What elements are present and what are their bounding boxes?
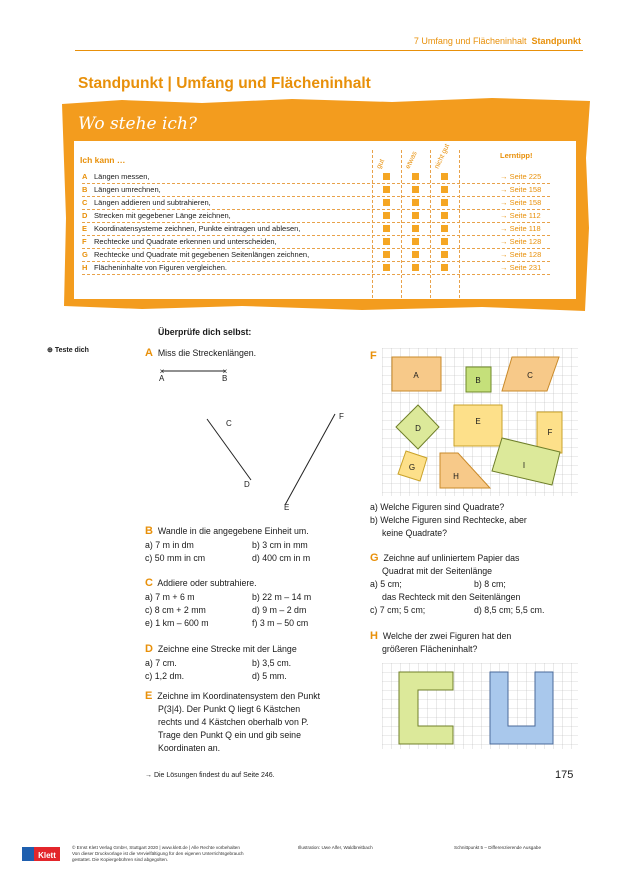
area-comparison-figure <box>382 663 578 749</box>
figure-e-label: E <box>475 417 481 426</box>
task-c-item: e) 1 km – 600 m <box>145 618 209 628</box>
skill-letter: A <box>82 172 88 181</box>
checkbox-gut[interactable] <box>383 251 390 258</box>
task-d: D Zeichne eine Strecke mit der Länge <box>145 643 297 655</box>
checkbox-gut[interactable] <box>383 186 390 193</box>
globe-icon: ⊕ <box>47 347 53 354</box>
checkbox-gut[interactable] <box>383 199 390 206</box>
task-a: A Miss die Streckenlängen. <box>145 347 257 359</box>
task-f-question-b-cont: keine Quadrate? <box>382 528 448 538</box>
banner-heading: Wo stehe ich? <box>78 114 198 134</box>
task-e-line: P(3|4). Der Punkt Q liegt 6 Kästchen <box>158 704 301 714</box>
task-e-line: Koordinaten an. <box>158 743 221 753</box>
header-rule <box>75 50 583 51</box>
task-c-item: f) 3 m – 50 cm <box>252 618 309 628</box>
skill-text: Rechtecke und Quadrate mit gegebenen Seitenlängen zeichnen, <box>94 250 310 259</box>
task-b-item: d) 400 cm in m <box>252 553 311 563</box>
checkbox-gut[interactable] <box>383 173 390 180</box>
skill-letter: E <box>82 224 88 233</box>
task-c-item: d) 9 m – 2 dm <box>252 605 307 615</box>
figures-grid <box>382 348 578 496</box>
task-c-item: b) 22 m – 14 m <box>252 592 312 602</box>
skill-letter: D <box>82 211 88 220</box>
page-reference: → Seite 158 <box>500 185 542 194</box>
checkbox-etwas[interactable] <box>412 173 419 180</box>
point-f-label: F <box>339 412 344 421</box>
task-c-item: a) 7 m + 6 m <box>145 592 195 602</box>
skill-text: Längen addieren und subtrahieren, <box>94 198 211 207</box>
column-header-etwas: etwas <box>404 150 419 170</box>
figure-a-label: A <box>413 371 419 380</box>
task-f-question-b: b) Welche Figuren sind Rechtecke, aber <box>370 515 527 525</box>
skill-letter: C <box>82 198 88 207</box>
skill-letter: G <box>82 250 88 259</box>
checkbox-nicht-gut[interactable] <box>441 225 448 232</box>
skill-row <box>82 249 550 262</box>
skill-letter: F <box>82 237 87 246</box>
skill-letter: B <box>82 185 88 194</box>
solutions-note: → Die Lösungen findest du auf Seite 246. <box>145 772 275 779</box>
checkbox-gut[interactable] <box>383 264 390 271</box>
checkbox-etwas[interactable] <box>412 212 419 219</box>
task-d-item: b) 3,5 cm. <box>252 658 292 668</box>
figure-g-label: G <box>408 463 416 472</box>
skill-text: Rechtecke und Quadrate erkennen und unterscheiden, <box>94 237 277 246</box>
page-reference: → Seite 128 <box>500 237 542 246</box>
point-d-label: D <box>244 480 250 489</box>
checkbox-gut[interactable] <box>383 225 390 232</box>
task-e-line: rechts und 4 Kästchen oberhalb von P. <box>158 717 309 727</box>
task-g-item: d) 8,5 cm; 5,5 cm. <box>474 605 545 615</box>
task-b-item: a) 7 m in dm <box>145 540 194 550</box>
teste-dich-label: ⊕ Teste dich <box>47 347 89 354</box>
task-h-line: größeren Flächeninhalt? <box>382 644 478 654</box>
point-a-label: A <box>159 374 165 383</box>
skill-text: Strecken mit gegebener Länge zeichnen, <box>94 211 231 220</box>
klett-logo <box>20 843 62 865</box>
task-b: B Wandle in die angegebene Einheit um. <box>145 525 309 537</box>
column-header-nicht-gut: nicht gut <box>433 143 452 170</box>
page-reference: → Seite 225 <box>500 172 542 181</box>
task-d-item: a) 7 cm. <box>145 658 177 668</box>
skill-row <box>82 184 550 197</box>
point-b-label: B <box>222 374 228 383</box>
skill-text: Längen messen, <box>94 172 150 181</box>
checkbox-nicht-gut[interactable] <box>441 173 448 180</box>
task-g-item: b) 8 cm; <box>474 579 506 589</box>
skill-text: Flächeninhalte von Figuren vergleichen. <box>94 263 227 272</box>
checkbox-etwas[interactable] <box>412 238 419 245</box>
checkbox-nicht-gut[interactable] <box>441 251 448 258</box>
task-d-item: d) 5 mm. <box>252 671 287 681</box>
task-e-line: Trage den Punkt Q ein und gib seine <box>158 730 301 740</box>
checkbox-nicht-gut[interactable] <box>441 264 448 271</box>
skill-row <box>82 210 550 223</box>
skill-row <box>82 197 550 210</box>
task-f-question-a: a) Welche Figuren sind Quadrate? <box>370 502 505 512</box>
task-b-item: c) 50 mm in cm <box>145 553 206 563</box>
table-intro: Ich kann … <box>80 155 126 165</box>
page-reference: → Seite 128 <box>500 250 542 259</box>
figure-b-label: B <box>475 376 481 385</box>
figure-i-label: I <box>522 461 526 470</box>
page-reference: → Seite 112 <box>500 211 541 220</box>
skill-text: Längen umrechnen, <box>94 185 161 194</box>
figure-f-label: F <box>547 428 553 437</box>
checkbox-etwas[interactable] <box>412 264 419 271</box>
svg-text:×: × <box>222 367 228 376</box>
check-title: Überprüfe dich selbst: <box>158 327 252 337</box>
footer-illustration: Illustration: Uwe Alfer, Waldbreitbach <box>298 845 373 850</box>
figure-h-label: H <box>453 472 459 481</box>
line-segments-figure <box>150 362 360 512</box>
skill-row <box>82 223 550 236</box>
checkbox-etwas[interactable] <box>412 251 419 258</box>
task-g: G Zeichne auf unliniertem Papier das <box>370 552 520 564</box>
page-title: Standpunkt | Umfang und Flächeninhalt <box>78 75 371 92</box>
figure-c-label: C <box>527 371 533 380</box>
footer-edition: Schnittpunkt 5 – Differenzierende Ausgabe <box>454 845 542 850</box>
task-h: H Welche der zwei Figuren hat den <box>370 630 512 642</box>
checkbox-etwas[interactable] <box>412 225 419 232</box>
lerntipp-header: Lerntipp! <box>500 151 533 160</box>
column-header-gut: gut <box>375 158 387 170</box>
page-number: 175 <box>555 769 574 781</box>
task-g-item: a) 5 cm; <box>370 579 402 589</box>
point-e-label: E <box>284 503 290 512</box>
checkbox-gut[interactable] <box>383 238 390 245</box>
checkbox-etwas[interactable] <box>412 199 419 206</box>
task-c-item: c) 8 cm + 2 mm <box>145 605 206 615</box>
checkbox-nicht-gut[interactable] <box>441 238 448 245</box>
skill-row <box>82 171 550 184</box>
checkbox-etwas[interactable] <box>412 186 419 193</box>
task-d-item: c) 1,2 dm. <box>145 671 185 681</box>
skill-text: Koordinatensysteme zeichnen, Punkte eintragen und ablesen, <box>94 224 301 233</box>
svg-text:Klett: Klett <box>38 851 56 860</box>
svg-text:×: × <box>159 367 165 376</box>
point-c-label: C <box>226 419 232 428</box>
skill-row <box>82 236 550 249</box>
task-b-item: b) 3 cm in mm <box>252 540 308 550</box>
footer-copyright: © Ernst Klett Verlag GmbH, Stuttgart 2020 | www.klett.de | Alle Rechte vorbehalten Von dieser Druckvorlage ist die Vervielfältigung für den eigenen Unterrichtsgebrauch gestattet. Die Kopiergebühren sind abgegolten. <box>72 845 244 862</box>
running-header: 7 Umfang und Flächeninhalt Standpunkt <box>413 36 581 46</box>
task-c: C Addiere oder subtrahiere. <box>145 577 257 589</box>
checkbox-nicht-gut[interactable] <box>441 186 448 193</box>
page-reference: → Seite 158 <box>500 198 542 207</box>
skill-row <box>82 262 550 275</box>
checkbox-gut[interactable] <box>383 212 390 219</box>
task-g-line: das Rechteck mit den Seitenlängen <box>382 592 521 602</box>
checkbox-nicht-gut[interactable] <box>441 212 448 219</box>
checkbox-nicht-gut[interactable] <box>441 199 448 206</box>
figure-d-label: D <box>415 424 421 433</box>
task-e: E Zeichne im Koordinatensystem den Punkt <box>145 690 321 702</box>
task-f-label: F <box>370 350 377 362</box>
task-g-item: c) 7 cm; 5 cm; <box>370 605 426 615</box>
task-g-line: Quadrat mit der Seitenlänge <box>382 566 493 576</box>
page-reference: → Seite 118 <box>500 224 541 233</box>
page-reference: → Seite 231 <box>500 263 542 272</box>
skill-letter: H <box>82 263 88 272</box>
